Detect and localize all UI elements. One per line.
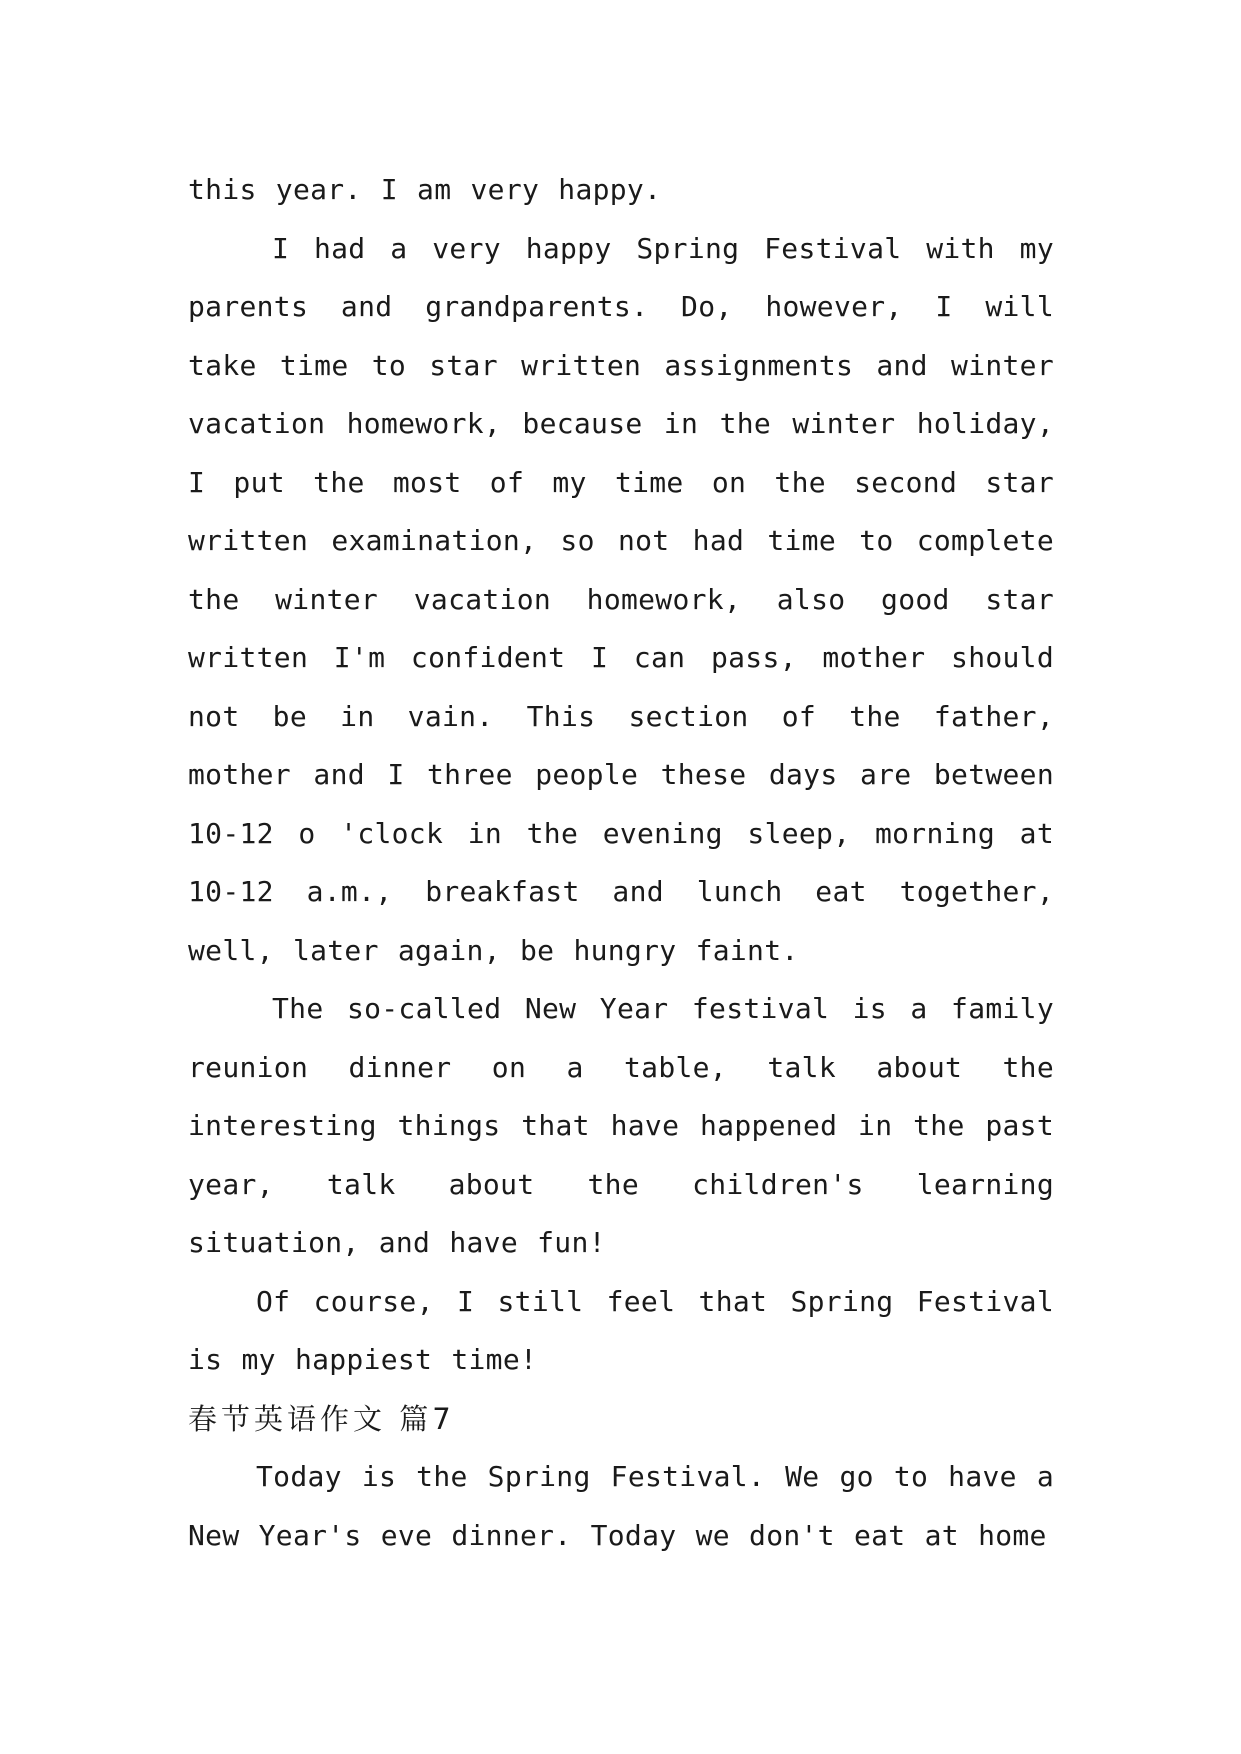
paragraph-continuation: this year. I am very happy.	[188, 173, 662, 206]
paragraph-spring-festival-family: I had a very happy Spring Festival with my parents and grandparents. Do, however, I will take time to star written assignments and winter vacation homework, because in the winter holiday, I put the most of my time on the second star written examination, so not had time to complete the winter vacation homework, also good star written I'm confident I can pass, mother should not be in vain. This section of the father, mother and I three people these days are between 10-12 o 'clock in the evening sleep, morning at 10-12 a.m., breakfast and lunch eat together, well, later again, be hungry faint.	[188, 231, 1054, 967]
section-heading: 春节英语作文 篇7	[188, 1401, 455, 1436]
paragraph-new-year-reunion: The so-called New Year festival is a family reunion dinner on a table, talk about the interesting things that have happened in the past year, talk about the children's learning situation, and have fun!	[188, 992, 1054, 1259]
paragraph-happiest-time: Of course, I still feel that Spring Festival is my happiest time!	[188, 1284, 1054, 1376]
document-body	[188, 161, 1054, 1565]
paragraph-today-spring-festival: Today is the Spring Festival. We go to have a New Year's eve dinner. Today we don't eat at home	[188, 1460, 1054, 1552]
